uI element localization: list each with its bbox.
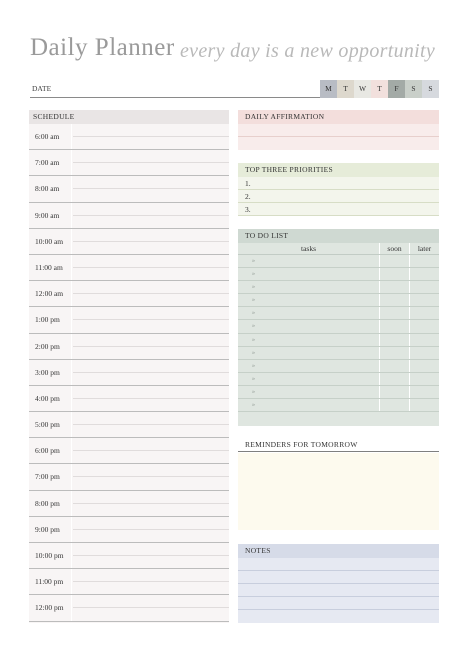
schedule-slot[interactable] xyxy=(29,150,229,176)
notes-line[interactable] xyxy=(238,558,439,571)
todo-row[interactable] xyxy=(238,360,439,373)
todo-row[interactable] xyxy=(238,320,439,333)
date-field[interactable] xyxy=(30,97,320,98)
reminders-area[interactable] xyxy=(238,453,439,530)
reminders-header xyxy=(238,438,439,452)
soon-checkbox[interactable] xyxy=(379,334,409,346)
todo-column-headers xyxy=(238,243,439,255)
affirmation-heading: DAILY AFFIRMATION xyxy=(238,110,439,124)
schedule-time-label: 9:00 am xyxy=(35,210,60,220)
todo-rows xyxy=(238,255,439,412)
schedule-slot[interactable] xyxy=(29,334,229,360)
time-divider xyxy=(71,307,72,332)
half-hour-line xyxy=(73,215,229,216)
todo-bullet-icon: » xyxy=(252,284,255,291)
soon-checkbox[interactable] xyxy=(379,360,409,372)
reminders-heading: REMINDERS FOR TOMORROW xyxy=(238,438,439,452)
schedule-slot[interactable] xyxy=(29,176,229,202)
planner-title: Daily Planner xyxy=(30,34,175,61)
later-checkbox[interactable] xyxy=(409,347,439,359)
later-checkbox[interactable] xyxy=(409,307,439,319)
schedule-time-label: 6:00 pm xyxy=(35,446,60,456)
date-label: DATE xyxy=(32,84,52,93)
todo-bullet-icon: » xyxy=(252,362,255,369)
time-divider xyxy=(71,438,72,463)
schedule-time-label: 9:00 pm xyxy=(35,524,60,534)
time-divider xyxy=(71,491,72,516)
soon-checkbox[interactable] xyxy=(379,268,409,280)
todo-bullet-icon: » xyxy=(252,271,255,278)
half-hour-line xyxy=(73,346,229,347)
todo-row[interactable] xyxy=(238,255,439,268)
todo-bullet-icon: » xyxy=(252,323,255,330)
time-divider xyxy=(71,464,72,489)
schedule-time-label: 11:00 pm xyxy=(35,577,64,587)
later-column-header: later xyxy=(409,243,439,254)
affirmation-section xyxy=(238,110,439,150)
notes-line[interactable] xyxy=(238,571,439,584)
notes-line[interactable] xyxy=(238,597,439,610)
todo-heading: TO DO LIST xyxy=(238,229,439,243)
date-row xyxy=(30,80,440,98)
schedule-slot[interactable] xyxy=(29,491,229,517)
soon-checkbox[interactable] xyxy=(379,281,409,293)
soon-checkbox[interactable] xyxy=(379,399,409,411)
todo-bullet-icon: » xyxy=(252,297,255,304)
weekday-box[interactable]: T xyxy=(337,80,354,98)
schedule-slot[interactable] xyxy=(29,517,229,543)
weekday-box[interactable]: T xyxy=(371,80,388,98)
todo-bullet-icon: » xyxy=(252,336,255,343)
later-checkbox[interactable] xyxy=(409,320,439,332)
time-divider xyxy=(71,595,72,620)
schedule-time-label: 7:00 pm xyxy=(35,472,60,482)
todo-row[interactable] xyxy=(238,399,439,412)
time-divider xyxy=(71,203,72,228)
half-hour-line xyxy=(73,241,229,242)
schedule-time-label: 8:00 am xyxy=(35,184,60,194)
half-hour-line xyxy=(73,555,229,556)
todo-row[interactable] xyxy=(238,347,439,360)
half-hour-line xyxy=(73,267,229,268)
todo-row[interactable] xyxy=(238,281,439,294)
schedule-time-label: 5:00 pm xyxy=(35,420,60,430)
schedule-heading: SCHEDULE xyxy=(29,110,229,124)
half-hour-line xyxy=(73,450,229,451)
time-divider xyxy=(71,543,72,568)
schedule-section xyxy=(29,110,229,623)
schedule-time-label: 8:00 pm xyxy=(35,498,60,508)
time-divider xyxy=(71,334,72,359)
time-divider xyxy=(71,569,72,594)
soon-checkbox[interactable] xyxy=(379,294,409,306)
schedule-time-label: 4:00 pm xyxy=(35,393,60,403)
soon-column-header: soon xyxy=(379,243,409,254)
time-divider xyxy=(71,124,72,149)
half-hour-line xyxy=(73,293,229,294)
schedule-slot[interactable] xyxy=(29,124,229,150)
later-checkbox[interactable] xyxy=(409,386,439,398)
half-hour-line xyxy=(73,162,229,163)
planner-tagline: every day is a new opportunity xyxy=(180,40,436,62)
affirmation-line[interactable] xyxy=(238,124,439,137)
weekday-selector xyxy=(320,80,439,98)
todo-row[interactable] xyxy=(238,386,439,399)
time-divider xyxy=(71,517,72,542)
later-checkbox[interactable] xyxy=(409,360,439,372)
weekday-box[interactable]: S xyxy=(422,80,439,98)
half-hour-line xyxy=(73,372,229,373)
todo-bullet-icon: » xyxy=(252,375,255,382)
schedule-slot[interactable] xyxy=(29,438,229,464)
half-hour-line xyxy=(73,136,229,137)
half-hour-line xyxy=(73,581,229,582)
todo-bullet-icon: » xyxy=(252,349,255,356)
schedule-time-label: 11:00 am xyxy=(35,262,63,272)
todo-bullet-icon: » xyxy=(252,310,255,317)
schedule-time-label: 10:00 am xyxy=(35,236,64,246)
soon-checkbox[interactable] xyxy=(379,307,409,319)
schedule-slot[interactable] xyxy=(29,412,229,438)
schedule-slot[interactable] xyxy=(29,281,229,307)
soon-checkbox[interactable] xyxy=(379,320,409,332)
schedule-slot[interactable] xyxy=(29,229,229,255)
half-hour-line xyxy=(73,607,229,608)
schedule-slot[interactable] xyxy=(29,307,229,333)
schedule-time-label: 1:00 pm xyxy=(35,315,60,325)
schedule-time-label: 2:00 pm xyxy=(35,341,60,351)
tasks-column-header: tasks xyxy=(301,244,316,253)
half-hour-line xyxy=(73,529,229,530)
todo-bullet-icon: » xyxy=(252,388,255,395)
later-checkbox[interactable] xyxy=(409,373,439,385)
later-checkbox[interactable] xyxy=(409,268,439,280)
schedule-time-label: 3:00 pm xyxy=(35,367,60,377)
half-hour-line xyxy=(73,424,229,425)
soon-checkbox[interactable] xyxy=(379,373,409,385)
weekday-box[interactable]: F xyxy=(388,80,405,98)
time-divider xyxy=(71,255,72,280)
later-checkbox[interactable] xyxy=(409,334,439,346)
schedule-time-label: 12:00 pm xyxy=(35,603,64,613)
priority-row[interactable]: 2. xyxy=(238,190,439,203)
schedule-time-label: 6:00 am xyxy=(35,132,60,141)
half-hour-line xyxy=(73,319,229,320)
todo-section xyxy=(238,229,439,426)
todo-row[interactable] xyxy=(238,334,439,347)
soon-checkbox[interactable] xyxy=(379,386,409,398)
weekday-box[interactable]: W xyxy=(354,80,371,98)
schedule-time-label: 7:00 am xyxy=(35,158,60,168)
priorities-heading: TOP THREE PRIORITIES xyxy=(238,163,439,177)
half-hour-line xyxy=(73,476,229,477)
half-hour-line xyxy=(73,398,229,399)
schedule-hours xyxy=(29,124,229,622)
later-checkbox[interactable] xyxy=(409,294,439,306)
schedule-slot[interactable] xyxy=(29,255,229,281)
weekday-box[interactable]: S xyxy=(405,80,422,98)
notes-heading: NOTES xyxy=(238,544,439,558)
later-checkbox[interactable] xyxy=(409,255,439,267)
half-hour-line xyxy=(73,503,229,504)
todo-bullet-icon: » xyxy=(252,402,255,409)
todo-bullet-icon: » xyxy=(252,258,255,264)
priority-row[interactable]: 1. xyxy=(238,177,439,190)
schedule-slot[interactable] xyxy=(29,386,229,412)
time-divider xyxy=(71,150,72,175)
later-checkbox[interactable] xyxy=(409,399,439,411)
time-divider xyxy=(71,412,72,437)
time-divider xyxy=(71,229,72,254)
half-hour-line xyxy=(73,188,229,189)
notes-line[interactable] xyxy=(238,584,439,597)
todo-row[interactable] xyxy=(238,294,439,307)
schedule-slot[interactable] xyxy=(29,203,229,229)
later-checkbox[interactable] xyxy=(409,281,439,293)
weekday-box[interactable]: M xyxy=(320,80,337,98)
soon-checkbox[interactable] xyxy=(379,255,409,267)
schedule-slot[interactable] xyxy=(29,569,229,595)
time-divider xyxy=(71,360,72,385)
schedule-slot[interactable] xyxy=(29,360,229,386)
time-divider xyxy=(71,281,72,306)
schedule-time-label: 10:00 pm xyxy=(35,551,64,560)
time-divider xyxy=(71,176,72,201)
priority-row[interactable]: 3. xyxy=(238,203,439,216)
todo-row[interactable] xyxy=(238,373,439,386)
schedule-slot[interactable] xyxy=(29,595,229,621)
todo-row[interactable] xyxy=(238,307,439,320)
notes-section xyxy=(238,544,439,623)
schedule-slot[interactable] xyxy=(29,464,229,490)
time-divider xyxy=(71,386,72,411)
soon-checkbox[interactable] xyxy=(379,347,409,359)
schedule-slot[interactable] xyxy=(29,543,229,569)
priorities-section xyxy=(238,163,439,216)
todo-row[interactable] xyxy=(238,268,439,281)
schedule-time-label: 12:00 am xyxy=(35,289,64,299)
